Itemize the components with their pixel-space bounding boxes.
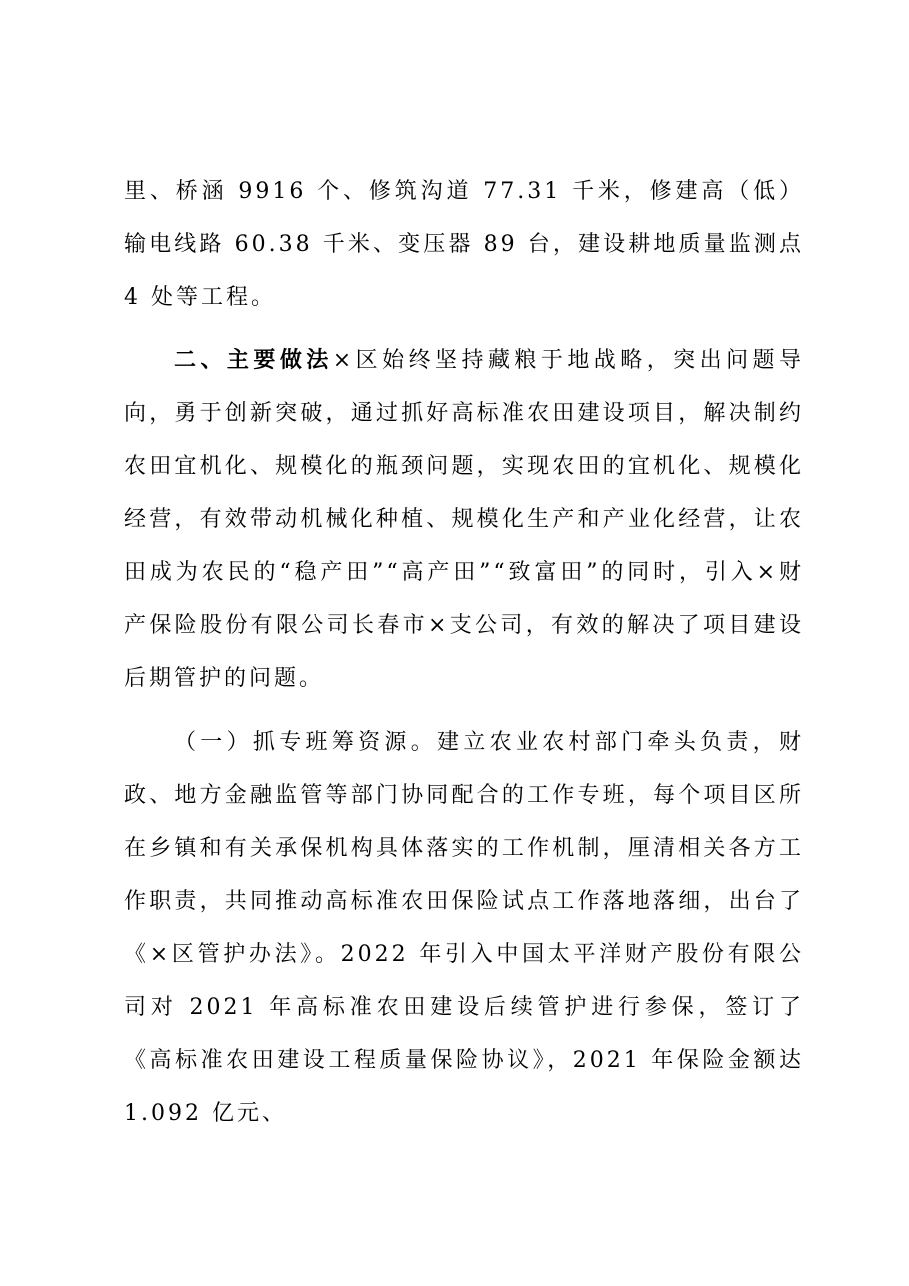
paragraph-body: ×区始终坚持藏粮于地战略，突出问题导向，勇于创新突破，通过抓好高标准农田建设项目，解决制约农田宜机化、规模化的瓶颈问题，实现农田的宜机化、规模化经营，有效带动机械化种植、规模化生产和产业化经营，让农田成为农民的“稳产田”“高产田”“致富田”的同时，引入×财产保险股份有限公司长春市×支公司，有效的解决了项目建设后期管护的问题。 — [124, 348, 804, 691]
paragraph-text: （一）抓专班筹资源。建立农业农村部门牵头负责，财政、地方金融监管等部门协同配合的工作专班，每个项目区所在乡镇和有关承保机构具体落实的工作机制，厘清相关各方工作职责，共同推动高标准农田保险试点工作落地落细，出台了《×区管护办法》。2022 年引入中国太平洋财产股份有限公司对 2021 年高标准农田建设后续管护进行参保，签订了《高标准农田建设工程质量保险协议》，2021 年保险金额达 1.092 亿元、 — [124, 730, 804, 1126]
paragraph-text: 里、桥涵 9916 个、修筑沟道 77.31 千米，修建高（低）输电线路 60.38 千米、变压器 89 台，建设耕地质量监测点 4 处等工程。 — [124, 179, 804, 310]
paragraph-subsection-one — [124, 716, 804, 1140]
paragraph-main-practices — [124, 334, 804, 705]
paragraph-text — [124, 334, 804, 705]
paragraph-continuation — [124, 165, 804, 324]
section-heading: 二、主要做法 — [174, 347, 333, 373]
